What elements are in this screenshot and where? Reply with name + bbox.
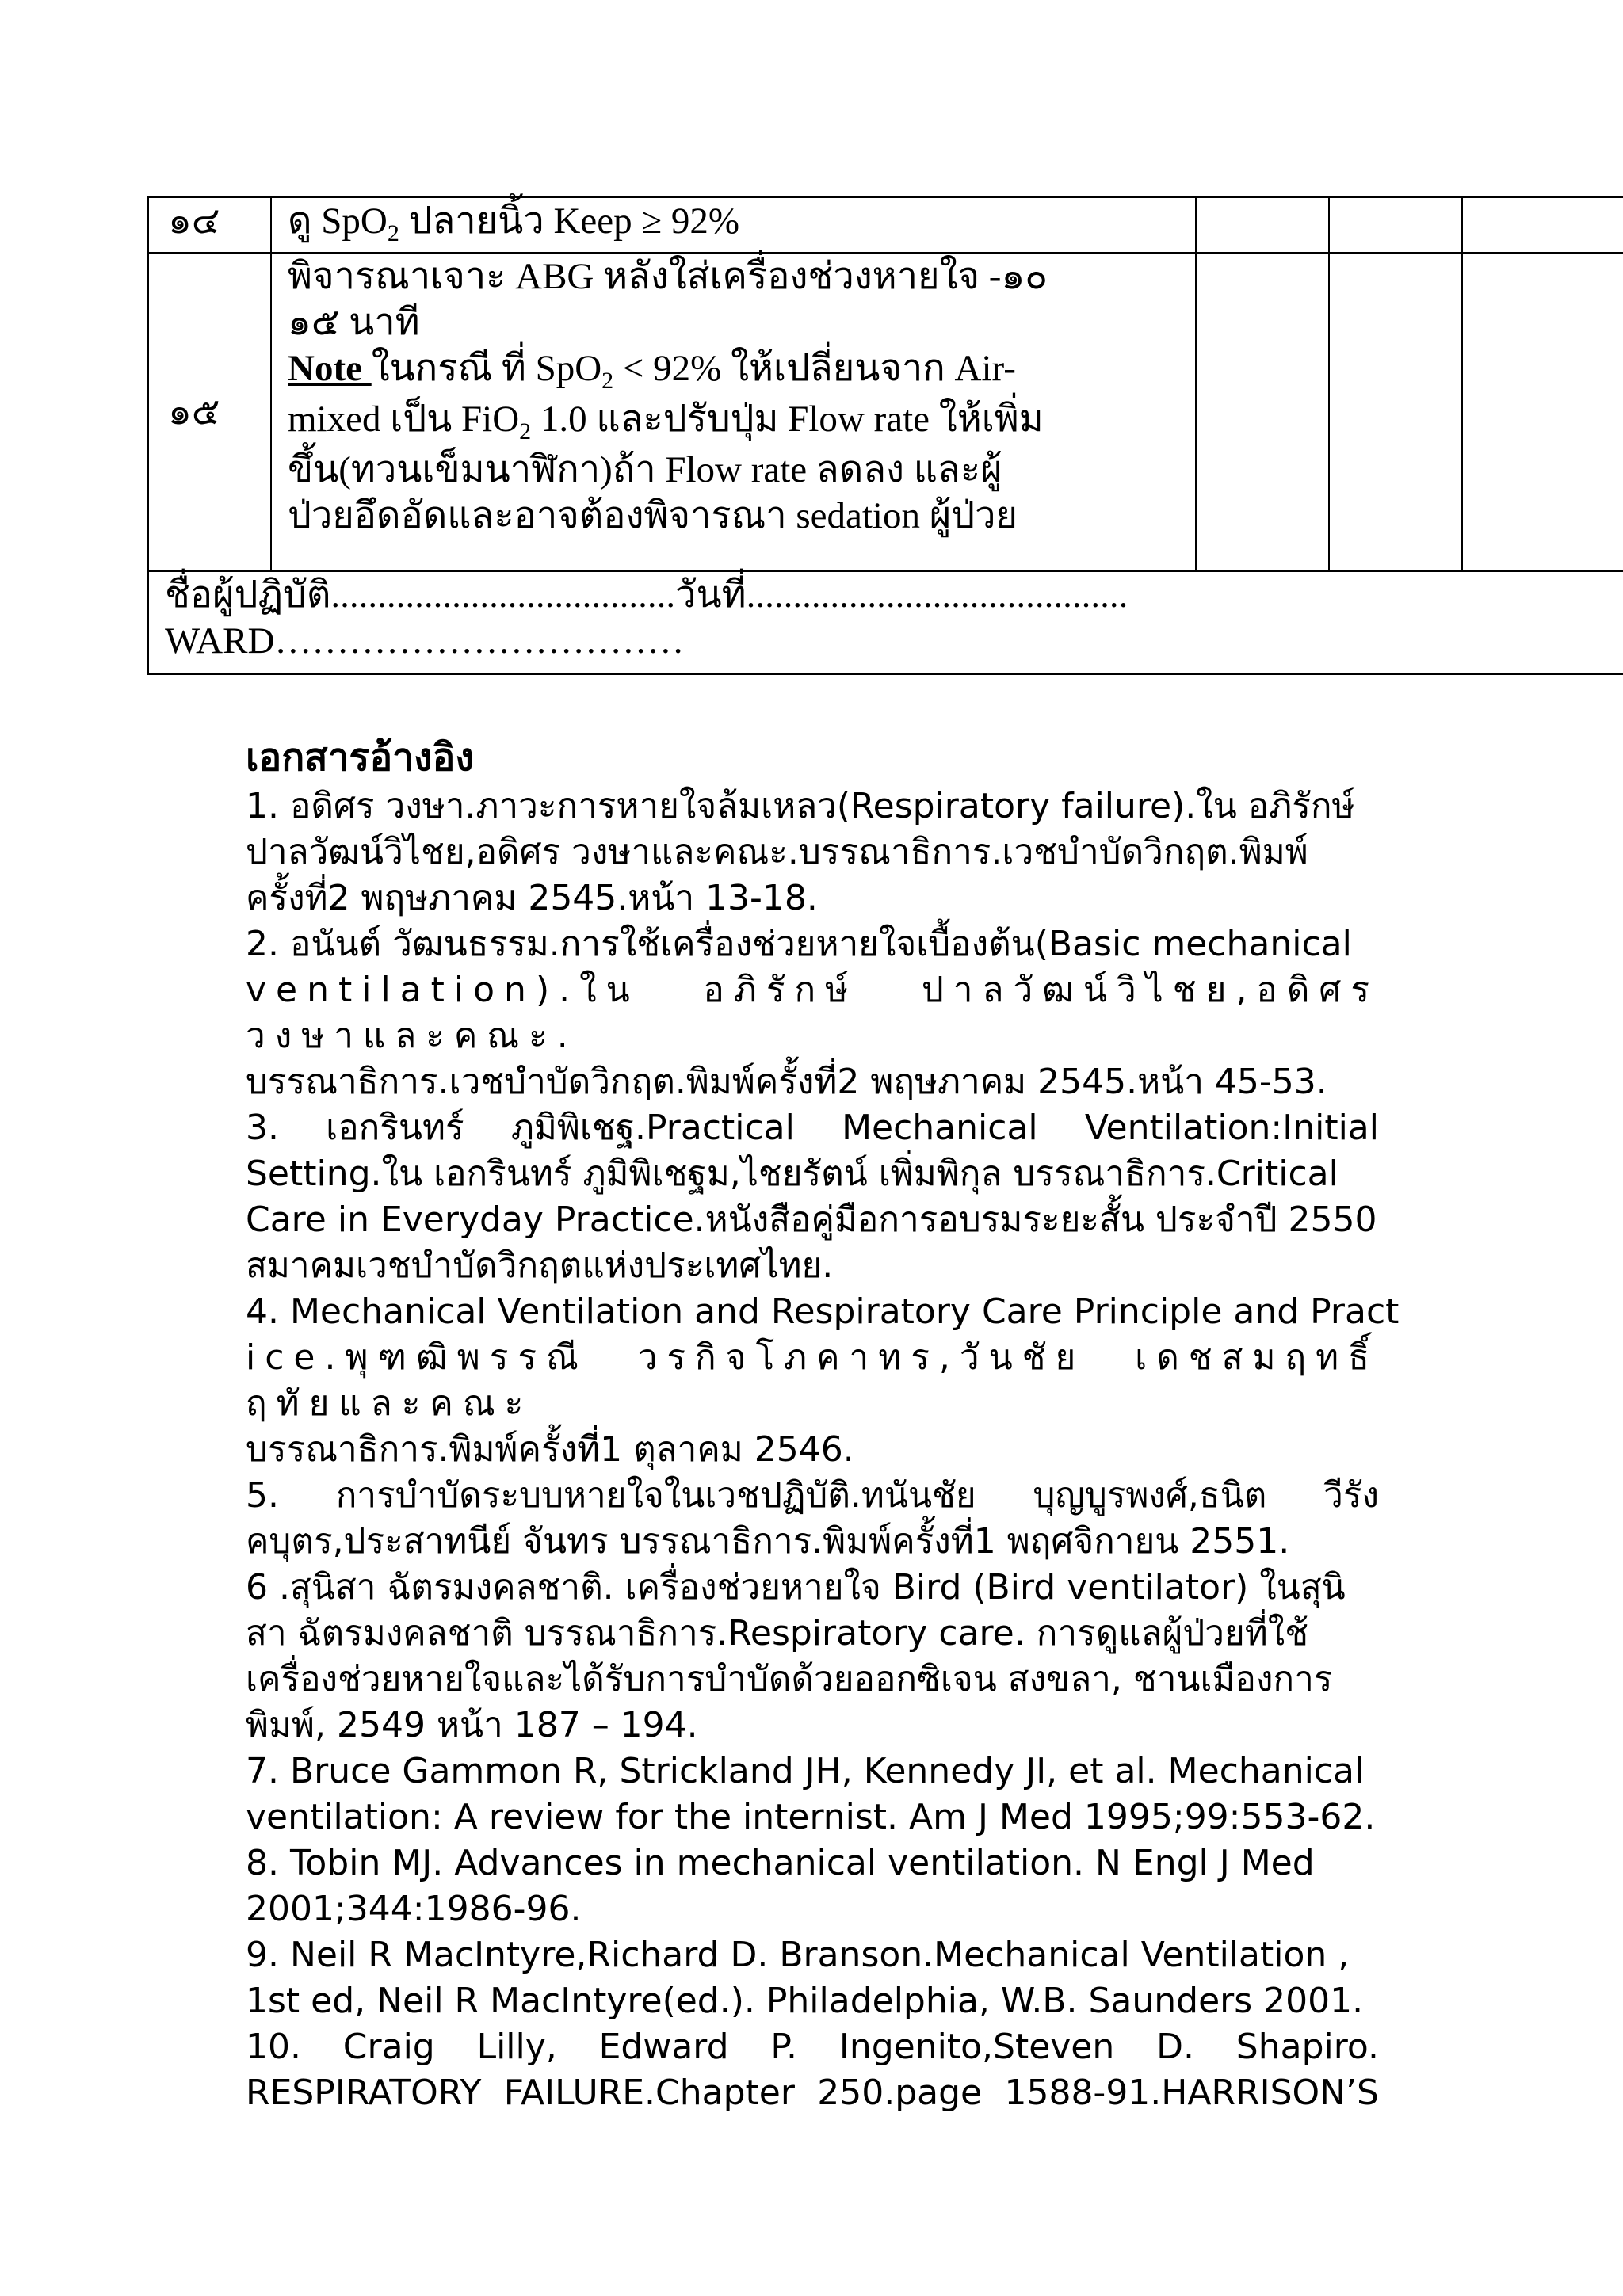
reference-line: สา ฉัตรมงคลชาติ บรรณาธิการ.Respiratory care. การดูแลผู้ป่วยที่ใช้ (246, 1613, 1309, 1653)
table-row (148, 197, 1623, 253)
empty-cell (1329, 197, 1462, 253)
empty-cell (1462, 197, 1623, 253)
reference-line: บรรณาธิการ.เวชบำบัดวิกฤต.พิมพ์ครั้งที่2 พฤษภาคม 2545.หน้า 45-53. (246, 1062, 1327, 1102)
row-text-line: พิจารณาเจาะ ABG หลังใส่เครื่องช่วงหายใจ -๑๐ (288, 256, 1048, 297)
reference-line: 4. Mechanical Ventilation and Respiratory Care Principle and Pract (246, 1291, 1400, 1332)
note-label: Note (288, 348, 372, 389)
row-number: ๑๕ (148, 253, 271, 571)
row-text-part: < 92% ให้เปลี่ยนจาก Air- (613, 348, 1016, 389)
reference-line: Care in Everyday Practice.หนังสือคู่มือการอบรมระยะสั้น ประจำปี 2550 (246, 1199, 1377, 1240)
reference-line: 2001;344:1986-96. (246, 1889, 582, 1929)
reference-line: ventilation).ใน อภิรักษ์ ปาลวัฒน์วิไชย,อดิศร วงษาและคณะ. (246, 970, 1379, 1056)
reference-line: 6 .สุนิสา ฉัตรมงคลชาติ. เครื่องช่วยหายใจ Bird (Bird ventilator) ในสุนิ (246, 1567, 1346, 1608)
reference-line: เครื่องช่วยหายใจและได้รับการบำบัดด้วยออกซิเจน สงขลา, ชานเมืองการ (246, 1659, 1333, 1699)
signature-cell (148, 571, 1623, 674)
signature-line: ชื่อผู้ปฏิบัติ.....................................วันที่......................................... (165, 574, 1128, 616)
reference-line: 8. Tobin MJ. Advances in mechanical ventilation. N Engl J Med (246, 1843, 1315, 1883)
row-text-part: ดู SpO (288, 200, 388, 242)
empty-cell (1462, 253, 1623, 571)
reference-line: ปาลวัฒน์วิไชย,อดิศร วงษาและคณะ.บรรณาธิการ.เวชบำบัดวิกฤต.พิมพ์ (246, 832, 1308, 872)
checklist-table (147, 196, 1623, 675)
references-heading: เอกสารอ้างอิง (246, 735, 474, 780)
row-text-part: ในกรณี ที่ SpO (371, 348, 602, 389)
reference-line: 3. เอกรินทร์ ภูมิพิเชฐ.Practical Mechanical Ventilation:Initial (246, 1108, 1379, 1148)
row-text (271, 253, 1196, 571)
subscript: 2 (601, 368, 614, 394)
row-text-line (288, 345, 1195, 396)
reference-line: 1. อดิศร วงษา.ภาวะการหายใจล้มเหลว(Respiratory failure).ใน อภิรักษ์ (246, 786, 1355, 826)
empty-cell (1329, 253, 1462, 571)
reference-line: 2. อนันต์ วัฒนธรรม.การใช้เครื่องช่วยหายใจเบื้องต้น(Basic mechanical (246, 924, 1352, 964)
row-text-line: ขึ้น(ทวนเข็มนาฬิกา)ถ้า Flow rate ลดลง และผู้ (288, 449, 1002, 490)
subscript: 2 (387, 220, 399, 246)
row-text-line (288, 396, 1195, 447)
row-text-part: mixed เป็น FiO (288, 399, 520, 440)
reference-line: RESPIRATORY FAILURE.Chapter 250.page 1588-91.HARRISON’S (246, 2073, 1379, 2113)
reference-line: 5. การบำบัดระบบหายใจในเวชปฏิบัติ.ทนันชัย บุญบูรพงศ์,ธนิต วีรัง (246, 1475, 1379, 1516)
table-footer-row (148, 571, 1623, 674)
reference-line: 10. Craig Lilly, Edward P. Ingenito,Steven D. Shapiro. (246, 2027, 1379, 2067)
empty-cell (1196, 253, 1329, 571)
reference-line: ครั้งที่2 พฤษภาคม 2545.หน้า 13-18. (246, 878, 818, 918)
row-text-line: ป่วยอึดอัดและอาจต้องพิจารณา sedation ผู้ป่วย (288, 495, 1018, 536)
row-number: ๑๔ (148, 197, 271, 253)
subscript: 2 (519, 418, 532, 444)
empty-cell (1196, 197, 1329, 253)
reference-line: ice.พุฑฒิพรรณี วรกิจโภคาทร,วันชัย เดชสมฤทธิ์ฤทัยและคณะ (246, 1337, 1379, 1424)
row-text-line: ๑๕ นาที (288, 302, 420, 343)
reference-line: 7. Bruce Gammon R, Strickland JH, Kennedy JI, et al. Mechanical (246, 1751, 1365, 1791)
reference-line: คบุตร,ประสาทนีย์ จันทร บรรณาธิการ.พิมพ์ครั้งที่1 พฤศจิกายน 2551. (246, 1521, 1290, 1562)
ward-line: WARD…………………………… (165, 620, 685, 662)
reference-line: Setting.ใน เอกรินทร์ ภูมิพิเชฐม,ไชยรัตน์ เพิ่มพิกุล บรรณาธิการ.Critical (246, 1154, 1338, 1194)
reference-line: สมาคมเวชบำบัดวิกฤตแห่งประเทศไทย. (246, 1245, 834, 1286)
row-text-part: 1.0 และปรับปุ่ม Flow rate ให้เพิ่ม (531, 399, 1044, 440)
row-text-part: ปลายนิ้ว Keep ≥ 92% (399, 200, 740, 242)
table-row (148, 253, 1623, 571)
reference-line: พิมพ์, 2549 หน้า 187 – 194. (246, 1705, 698, 1745)
references-section (246, 733, 1400, 2116)
reference-line: บรรณาธิการ.พิมพ์ครั้งที่1 ตุลาคม 2546. (246, 1429, 854, 1470)
reference-line: 9. Neil R MacIntyre,Richard D. Branson.Mechanical Ventilation , (246, 1935, 1350, 1975)
reference-line: 1st ed, Neil R MacIntyre(ed.). Philadelphia, W.B. Saunders 2001. (246, 1981, 1364, 2021)
row-text (271, 197, 1196, 253)
reference-line: ventilation: A review for the internist. Am J Med 1995;99:553-62. (246, 1797, 1376, 1837)
